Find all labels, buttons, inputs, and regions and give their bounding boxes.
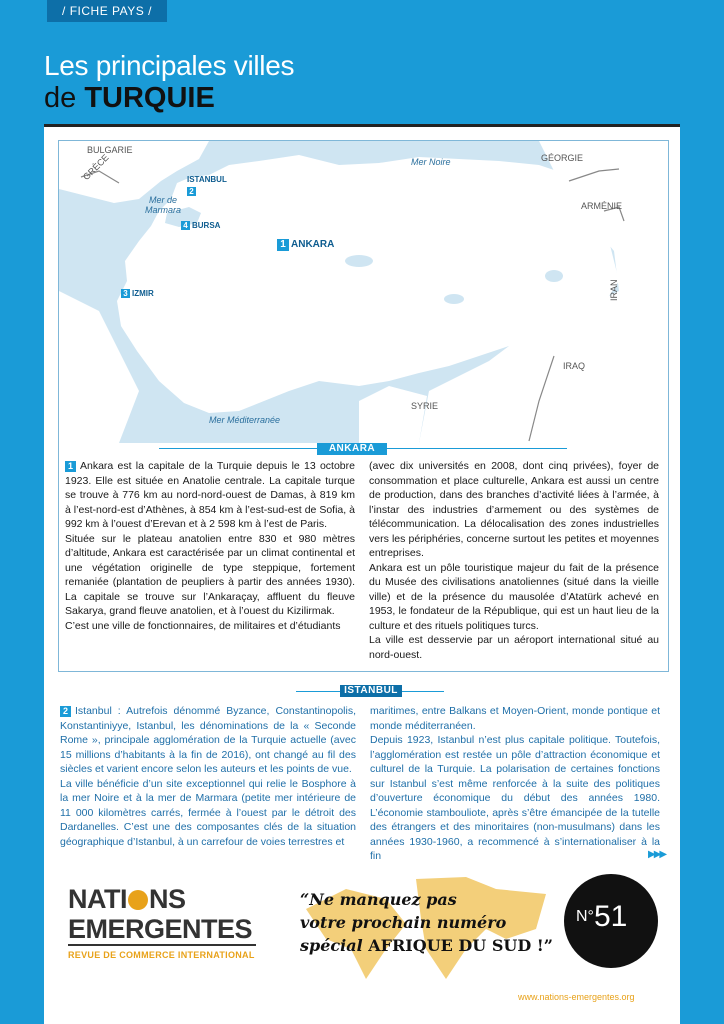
quote-line1: “Ne manquez pas xyxy=(300,890,457,909)
label-marmara: Marmara xyxy=(145,205,182,215)
title-country: TURQUIE xyxy=(84,82,215,114)
label-armenie: ARMÉNIE xyxy=(581,201,623,211)
turkey-map xyxy=(59,141,668,443)
label-grece: GRÈCE xyxy=(81,152,111,183)
label-iran: IRAN xyxy=(609,279,619,301)
istanbul-heading: ISTANBUL xyxy=(340,685,402,697)
city-istanbul-marker xyxy=(187,187,198,196)
page-title-line2 xyxy=(44,82,215,115)
issue-prefix: N° xyxy=(576,908,594,925)
city-bursa-num: 4 xyxy=(181,221,190,230)
istanbul-num: 2 xyxy=(60,706,71,717)
logo-word-b: NS xyxy=(149,884,186,914)
label-mediterranee: Mer Méditerranée xyxy=(209,415,281,425)
label-syrie: SYRIE xyxy=(411,401,439,411)
city-ankara-num: 1 xyxy=(277,239,289,251)
quote-line3-bold: AFRIQUE DU SUD !” xyxy=(368,936,554,955)
city-izmir-num: 3 xyxy=(121,289,130,298)
ankara-box xyxy=(58,140,669,672)
label-georgie: GÉORGIE xyxy=(541,153,584,163)
page-title-line1: Les principales villes xyxy=(44,50,295,81)
ankara-para-1-text: Ankara est la capitale de la Turquie depuis le 13 octobre 1923. Elle est située en Anatolie centrale. La capitale turque se trouve à 776 km au nord-nord-ouest de Damas, à 819 km à l’est-nord-est d’Athènes, à 854 km à l’est-sud-est de Sofia, à 992 km à l’ouest d’Erevan et à 2 598 km à l’est de Paris. xyxy=(65,460,355,530)
city-izmir-label: IZMIR xyxy=(132,289,154,298)
istanbul-col-left xyxy=(60,704,356,849)
ankara-col-right xyxy=(369,459,659,662)
logo-line2: EMERGENTES xyxy=(68,914,253,944)
lake-2 xyxy=(444,294,464,304)
ankara-heading: ANKARA xyxy=(317,443,387,455)
logo-line1 xyxy=(68,884,186,915)
quote-line2: votre prochain numéro xyxy=(300,913,507,932)
city-ankara-label: ANKARA xyxy=(291,239,335,250)
issue-number xyxy=(576,902,627,932)
ankara-para-6: La ville est desservie par un aéroport international situé au nord-ouest. xyxy=(369,634,659,661)
ankara-para-3: C’est une ville de fonctionnaires, de militaires et d’étudiants xyxy=(65,619,341,632)
continue-arrows: ▶▶▶ xyxy=(648,849,666,860)
logo-rule xyxy=(68,944,256,946)
city-ankara xyxy=(277,239,334,251)
quote-line3-pre: spécial xyxy=(300,936,369,955)
ankara-num: 1 xyxy=(65,461,76,472)
city-bursa xyxy=(181,221,220,230)
title-prefix: de xyxy=(44,82,85,114)
section-tag: / FICHE PAYS / xyxy=(47,0,167,22)
logo-word-a: NATI xyxy=(68,884,127,914)
istanbul-para-4: Depuis 1923, Istanbul n’est plus capitale politique. Toutefois, l’agglomération est restée un pôle d’attraction économique et culturel de la Turquie. La polarisation de certaines fonctions sur Istanbul s’est même renforcée à la suite des politiques d’ouverture économique du début des années 1980. L’économie stambouliote, après s’être émancipée de la tutelle des étrangers et des minoritaires (non-musulmans) dans les années 1930-1960, a recommencé à s’internationaliser à la fin xyxy=(370,734,660,862)
city-bursa-label: BURSA xyxy=(192,221,221,230)
label-mer-noire: Mer Noire xyxy=(411,157,451,167)
istanbul-para-3: maritimes, entre Balkans et Moyen-Orient, monde pontique et monde méditerranéen. xyxy=(370,705,660,732)
label-mer-de: Mer de xyxy=(149,195,178,205)
istanbul-col-right xyxy=(370,704,660,864)
label-bulgarie: BULGARIE xyxy=(87,145,133,155)
city-istanbul-label: ISTANBUL xyxy=(187,175,227,184)
lake-1 xyxy=(345,255,373,267)
istanbul-para-1 xyxy=(60,704,356,777)
istanbul-para-1-text: Istanbul : Autrefois dénommé Byzance, Constantinopolis, Konstantiniyye, Istanbul, les dénominations de la « Seconde Rome », principale agglomération de la Turquie actuelle (avec 15 millions d’habitants à la fin de 2016), ont changé au fil des siècles et varient encore selon les auteurs et les points de vue. xyxy=(60,705,356,775)
ankara-para-5: Ankara est un pôle touristique majeur du fait de la présence du Musée des civilisations anatoliennes (situé dans la vieille ville) et de la présence du mausolée d’Atatürk achevé en 1953, le fondateur de la République, qui est un haut lieu de la culture et des rituels politiques turcs. xyxy=(369,561,659,632)
ankara-col-left xyxy=(65,459,355,633)
top-rule xyxy=(44,124,680,127)
lake-3 xyxy=(545,270,563,282)
ankara-para-2: Située sur le plateau anatolien entre 830 et 980 mètres d’altitude, Ankara est caractérisée par un climat continental et une végétation originelle de type steppique, fortement remaniée (plantation de peupliers à partir des années 1930). La capitale se trouve sur l’Ankaraçay, affluent du fleuve Sakarya, grand fleuve anatolien, et à l’ouest du Kizilirmak. xyxy=(65,532,355,617)
istanbul-para-2: La ville bénéficie d’un site exceptionnel qui relie le Bosphore à la mer Noire et à la mer de Marmara (petite mer intérieure de 11 000 kilomètres carrés, fermée à l’ouest par le détroit des Dardanelles. C’est une des composantes clés de la situation géographique d’Istanbul, à un carrefour de voies terrestres et xyxy=(60,777,356,848)
content-page xyxy=(44,124,680,1024)
website-link[interactable]: www.nations-emergentes.org xyxy=(518,992,635,1002)
label-iraq: IRAQ xyxy=(563,361,586,371)
logo-sun-icon xyxy=(128,890,148,910)
land-south xyxy=(359,386,427,443)
city-izmir xyxy=(121,289,154,298)
logo-subtitle: REVUE DE COMMERCE INTERNATIONAL xyxy=(68,950,255,960)
ad-quote xyxy=(300,888,553,957)
ankara-para-4: (avec dix universités en 2008, dont cinq privées), foyer de consommation et place culturelle, Ankara est aussi un centre de production, dans des branches d’activité liées à l’armée, à l’instar des industries d’armement ou des systèmes de télécommunication. La délocalisation des zones industrielles vers les périphéries, concerne surtout les petites et moyennes entreprises. xyxy=(369,460,659,559)
city-istanbul-num: 2 xyxy=(187,187,196,196)
ankara-para-1 xyxy=(65,459,355,532)
quote-line3 xyxy=(300,934,553,957)
issue-num: 51 xyxy=(593,900,628,933)
